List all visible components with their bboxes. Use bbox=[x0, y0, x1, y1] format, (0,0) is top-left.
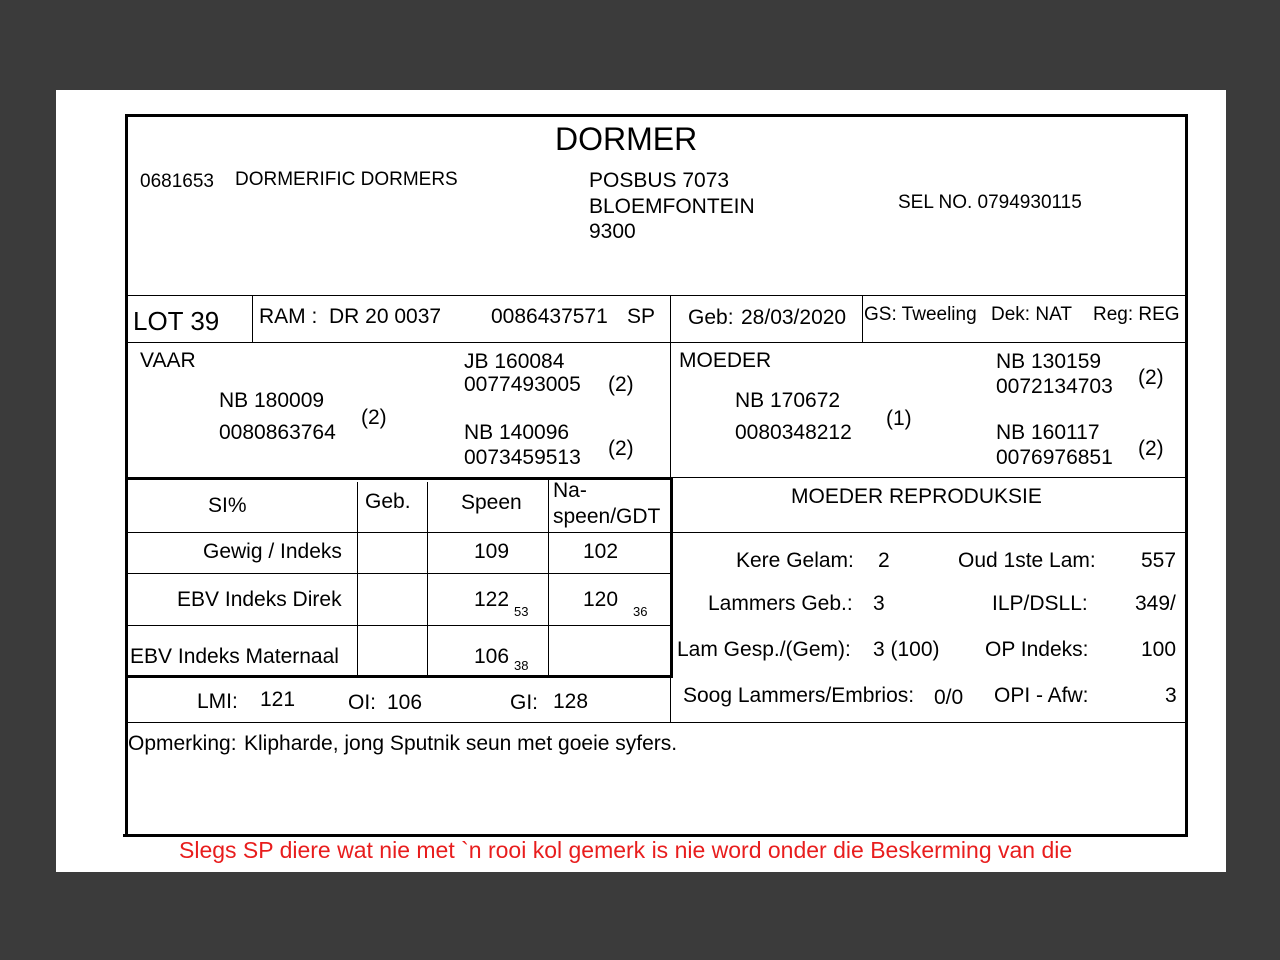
dam-sire-number: 0072134703 bbox=[996, 375, 1113, 398]
gi-label: GI: bbox=[510, 691, 539, 714]
kere-gelam-label: Kere Gelam: bbox=[736, 549, 854, 572]
dek-field: Dek: NAT bbox=[991, 304, 1072, 325]
si-row-speen: 122 bbox=[474, 588, 510, 611]
border-left bbox=[125, 114, 128, 837]
remark-label: Opmerking: bbox=[128, 732, 237, 755]
breed-title: DORMER bbox=[555, 121, 698, 157]
gs-field: GS: Tweeling bbox=[864, 304, 977, 325]
breeder-address-1: POSBUS 7073 bbox=[589, 169, 730, 192]
sire-sire-number: 0077493005 bbox=[464, 373, 581, 396]
oud-lam-label: Oud 1ste Lam: bbox=[958, 549, 1096, 572]
dam-number: 0080348212 bbox=[735, 421, 852, 444]
catalog-card bbox=[56, 90, 1226, 872]
indices-right bbox=[670, 676, 671, 722]
sire-label: VAAR bbox=[140, 349, 196, 372]
ram-number: 0086437571 bbox=[491, 305, 608, 328]
birth-label: Geb: bbox=[688, 306, 734, 329]
dam-dam-id: NB 160117 bbox=[996, 421, 1100, 444]
lmi-value: 121 bbox=[260, 688, 296, 711]
si-header-speen: Speen bbox=[461, 491, 522, 514]
ram-id: DR 20 0037 bbox=[329, 305, 442, 328]
oi-value: 106 bbox=[387, 691, 423, 714]
sire-dam-count: (2) bbox=[608, 437, 634, 460]
lmi-label: LMI: bbox=[197, 690, 238, 713]
footer-note: Slegs SP diere wat nie met `n rooi kol gemerk is nie word onder die Beskerming van die bbox=[179, 837, 1073, 863]
lot-sep-3 bbox=[862, 295, 863, 342]
divider-si-row1 bbox=[127, 573, 671, 574]
soog-value: 0/0 bbox=[934, 686, 964, 709]
border-right bbox=[1185, 114, 1188, 837]
lam-gesp-label: Lam Gesp./(Gem): bbox=[677, 638, 851, 661]
border-top bbox=[125, 114, 1188, 117]
si-sep-3 bbox=[548, 480, 549, 675]
si-header-si: SI% bbox=[208, 494, 247, 517]
gi-value: 128 bbox=[553, 690, 589, 713]
ilp-label: ILP/DSLL: bbox=[992, 592, 1088, 615]
dam-sire-count: (2) bbox=[1138, 366, 1164, 389]
kere-gelam-value: 2 bbox=[878, 549, 890, 572]
si-row-speen: 109 bbox=[474, 540, 510, 563]
si-row-naspeen: 120 bbox=[583, 588, 619, 611]
divider-header bbox=[127, 295, 1186, 296]
si-row-label: Gewig / Indeks bbox=[203, 540, 342, 563]
breeder-name: DORMERIFIC DORMERS bbox=[235, 169, 458, 190]
opi-value: 3 bbox=[1165, 684, 1177, 707]
divider-si-header bbox=[127, 532, 1186, 533]
divider-pedigree-right bbox=[673, 477, 1186, 478]
divider-pedigree bbox=[127, 477, 673, 480]
breeder-number: 0681653 bbox=[140, 171, 214, 192]
lammers-geb-value: 3 bbox=[873, 592, 885, 615]
reg-field: Reg: REG bbox=[1093, 304, 1180, 325]
si-row-label: EBV Indeks Direk bbox=[177, 588, 342, 611]
si-row-label: EBV Indeks Maternaal bbox=[130, 645, 339, 668]
dam-label: MOEDER bbox=[679, 349, 772, 372]
oi-label: OI: bbox=[348, 691, 377, 714]
si-row-naspeen: 102 bbox=[583, 540, 619, 563]
soog-label: Soog Lammers/Embrios: bbox=[683, 684, 915, 707]
dam-dam-count: (2) bbox=[1138, 437, 1164, 460]
si-right-border bbox=[670, 478, 673, 676]
ram-status: SP bbox=[627, 305, 656, 328]
sire-sire-count: (2) bbox=[608, 373, 634, 396]
sire-dam-number: 0073459513 bbox=[464, 446, 581, 469]
lot-sep-1 bbox=[252, 295, 253, 342]
oud-lam-value: 557 bbox=[1141, 549, 1177, 572]
divider-lot bbox=[127, 342, 1186, 343]
ram-label: RAM : bbox=[259, 305, 318, 328]
si-header-naspeen-1: Na- bbox=[553, 479, 587, 502]
opi-label: OPI - Afw: bbox=[994, 684, 1089, 707]
dam-count: (1) bbox=[886, 407, 912, 430]
divider-si-row2 bbox=[127, 625, 671, 626]
ilp-value: 349/ bbox=[1135, 592, 1176, 615]
breeder-address-3: 9300 bbox=[589, 220, 636, 243]
breeder-cell: SEL NO. 0794930115 bbox=[898, 192, 1082, 213]
sire-id: NB 180009 bbox=[219, 389, 325, 412]
breeder-address-2: BLOEMFONTEIN bbox=[589, 195, 755, 218]
sire-dam-id: NB 140096 bbox=[464, 421, 570, 444]
lot-number: LOT 39 bbox=[133, 306, 220, 336]
dam-sire-id: NB 130159 bbox=[996, 350, 1102, 373]
si-row-speen-sub: 53 bbox=[514, 604, 529, 619]
divider-si-bottom bbox=[127, 675, 673, 678]
dam-id: NB 170672 bbox=[735, 389, 841, 412]
op-indeks-value: 100 bbox=[1141, 638, 1177, 661]
birth-date: 28/03/2020 bbox=[741, 306, 847, 329]
remark-text: Klipharde, jong Sputnik seun met goeie syfers. bbox=[244, 732, 678, 755]
divider-indices bbox=[127, 722, 1186, 723]
lam-gesp-value: 3 (100) bbox=[873, 638, 940, 661]
op-indeks-label: OP Indeks: bbox=[985, 638, 1089, 661]
si-sep-1 bbox=[357, 482, 358, 675]
sire-count: (2) bbox=[361, 406, 387, 429]
lammers-geb-label: Lammers Geb.: bbox=[708, 592, 853, 615]
sire-sire-id: JB 160084 bbox=[464, 350, 565, 373]
reproduction-title: MOEDER REPRODUKSIE bbox=[791, 485, 1042, 508]
si-row-speen: 106 bbox=[474, 645, 510, 668]
si-sep-2 bbox=[427, 482, 428, 675]
si-row-naspeen-sub: 36 bbox=[633, 604, 648, 619]
sire-number: 0080863764 bbox=[219, 421, 336, 444]
lot-sep-2 bbox=[670, 295, 671, 478]
dam-dam-number: 0076976851 bbox=[996, 446, 1113, 469]
si-header-naspeen-2: speen/GDT bbox=[553, 505, 661, 528]
si-row-speen-sub: 38 bbox=[514, 658, 529, 673]
si-header-geb: Geb. bbox=[365, 490, 411, 513]
